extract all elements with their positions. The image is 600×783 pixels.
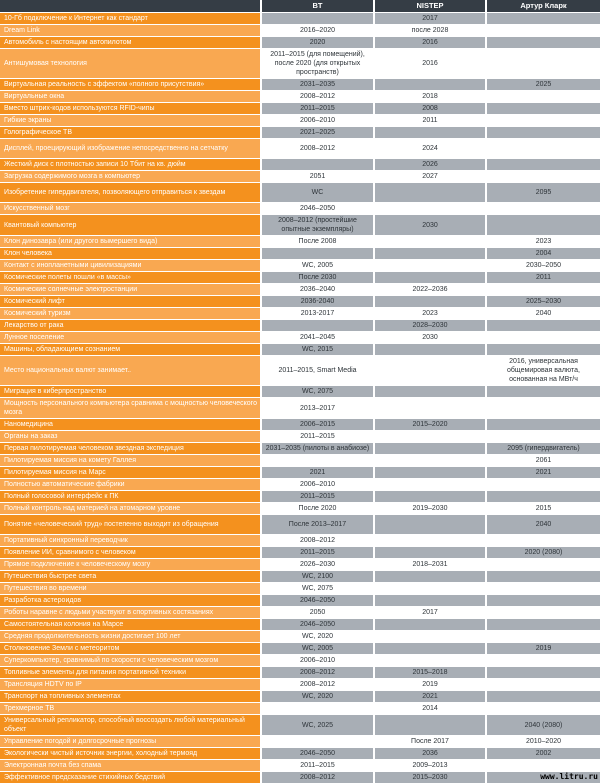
row-label: Мощность персонального компьютера сравнима с мощностью человеческого мозга xyxy=(0,398,260,418)
cell-nistep: 2019–2030 xyxy=(375,503,485,514)
cell-bt: 2046–2050 xyxy=(262,748,373,759)
column-header-bt: BT xyxy=(262,0,373,12)
cell-clarke xyxy=(487,703,600,714)
cell-nistep xyxy=(375,619,485,630)
row-label: Виртуальные окна xyxy=(0,91,260,102)
cell-nistep: 2024 xyxy=(375,139,485,158)
table-row xyxy=(0,431,600,442)
table-row xyxy=(0,691,600,702)
cell-bt: 2006–2010 xyxy=(262,655,373,666)
cell-nistep: 2017 xyxy=(375,607,485,618)
cell-nistep xyxy=(375,455,485,466)
row-label: Транспорт на топливных элементах xyxy=(0,691,260,702)
cell-nistep: после 2028 xyxy=(375,25,485,36)
cell-bt: 2031–2035 (пилоты в анабиозе) xyxy=(262,443,373,454)
row-label: Прямое подключение к человеческому мозгу xyxy=(0,559,260,570)
cell-clarke xyxy=(487,37,600,48)
cell-bt: После 2013–2017 xyxy=(262,515,373,534)
cell-nistep xyxy=(375,386,485,397)
cell-bt: 2016–2020 xyxy=(262,25,373,36)
cell-nistep xyxy=(375,535,485,546)
row-label: Путешествия быстрее света xyxy=(0,571,260,582)
cell-bt: 2011–2015 xyxy=(262,547,373,558)
cell-clarke: 2040 (2080) xyxy=(487,715,600,735)
cell-clarke xyxy=(487,595,600,606)
table-row xyxy=(0,398,600,418)
cell-nistep xyxy=(375,127,485,138)
row-label: Экологически чистый источник энергии, холодный термояд xyxy=(0,748,260,759)
table-row xyxy=(0,79,600,90)
table-row xyxy=(0,171,600,182)
cell-clarke: 2025–2030 xyxy=(487,296,600,307)
table-row xyxy=(0,103,600,114)
cell-clarke xyxy=(487,103,600,114)
cell-nistep xyxy=(375,203,485,214)
cell-nistep xyxy=(375,183,485,202)
row-label: Гибкие экраны xyxy=(0,115,260,126)
table-row xyxy=(0,344,600,355)
cell-bt: 2020 xyxy=(262,37,373,48)
row-label: Полный голосовой интерфейс к ПК xyxy=(0,491,260,502)
cell-bt: 2008–2012 xyxy=(262,535,373,546)
row-label: Клон человека xyxy=(0,248,260,259)
table-row xyxy=(0,49,600,78)
cell-clarke: 2023 xyxy=(487,236,600,247)
table-row xyxy=(0,515,600,534)
row-label: Первая пилотируемая человеком звездная экспедиция xyxy=(0,443,260,454)
cell-nistep: После 2017 xyxy=(375,736,485,747)
cell-bt xyxy=(262,159,373,170)
row-label: Топливные элементы для питания портативной техники xyxy=(0,667,260,678)
row-label: Контакт с инопланетными цивилизациями xyxy=(0,260,260,271)
table-row xyxy=(0,356,600,385)
cell-bt: 2026–2030 xyxy=(262,559,373,570)
cell-nistep xyxy=(375,79,485,90)
cell-clarke xyxy=(487,619,600,630)
table-row xyxy=(0,455,600,466)
row-label: Изобретение гипердвигателя, позволяющего отправиться к звездам xyxy=(0,183,260,202)
cell-nistep: 2015–2020 xyxy=(375,419,485,430)
cell-clarke xyxy=(487,667,600,678)
table-row xyxy=(0,607,600,618)
corner-header-cell xyxy=(0,0,260,12)
table-row xyxy=(0,139,600,158)
row-label: Вместо штрих-кодов используются RFID-чипы xyxy=(0,103,260,114)
row-label: Наномедицина xyxy=(0,419,260,430)
cell-nistep: 2027 xyxy=(375,171,485,182)
table-body xyxy=(0,13,600,783)
table-row xyxy=(0,284,600,295)
cell-clarke xyxy=(487,479,600,490)
cell-clarke xyxy=(487,344,600,355)
cell-nistep xyxy=(375,443,485,454)
row-label: Автомобиль с настоящим автопилотом xyxy=(0,37,260,48)
table-row xyxy=(0,320,600,331)
table-row xyxy=(0,631,600,642)
table-row xyxy=(0,571,600,582)
cell-nistep xyxy=(375,515,485,534)
table-row xyxy=(0,715,600,735)
cell-nistep: 2019 xyxy=(375,679,485,690)
table-row xyxy=(0,736,600,747)
cell-clarke: 2010–2020 xyxy=(487,736,600,747)
table-row xyxy=(0,332,600,343)
table-row xyxy=(0,643,600,654)
cell-clarke xyxy=(487,25,600,36)
cell-nistep: 2036 xyxy=(375,748,485,759)
cell-nistep xyxy=(375,547,485,558)
row-label: Полный контроль над материей на атомарном уровне xyxy=(0,503,260,514)
cell-nistep xyxy=(375,491,485,502)
cell-nistep: 2009–2013 xyxy=(375,760,485,771)
cell-nistep xyxy=(375,583,485,594)
cell-clarke xyxy=(487,491,600,502)
table-row xyxy=(0,655,600,666)
cell-clarke xyxy=(487,49,600,78)
row-label: Клон динозавра (или другого вымершего вида) xyxy=(0,236,260,247)
row-label: Полностью автоматические фабрики xyxy=(0,479,260,490)
cell-clarke xyxy=(487,159,600,170)
row-label: Dream Link xyxy=(0,25,260,36)
cell-bt: 2021–2025 xyxy=(262,127,373,138)
cell-bt: 2041–2045 xyxy=(262,332,373,343)
cell-bt: 2021 xyxy=(262,467,373,478)
row-label: Космический лифт xyxy=(0,296,260,307)
cell-bt: 2006–2015 xyxy=(262,419,373,430)
cell-nistep xyxy=(375,467,485,478)
cell-nistep: 2026 xyxy=(375,159,485,170)
cell-clarke: 2040 xyxy=(487,308,600,319)
cell-clarke: 2095 xyxy=(487,183,600,202)
cell-nistep: 2018–2031 xyxy=(375,559,485,570)
table-row xyxy=(0,296,600,307)
cell-bt: 2008–2012 xyxy=(262,679,373,690)
row-label: Эффективное предсказание стихийных бедствий xyxy=(0,772,260,783)
cell-bt: 2013–2017 xyxy=(262,398,373,418)
row-label: Электронная почта без спама xyxy=(0,760,260,771)
row-label: Понятие «человеческий труд» постепенно выходит из обращения xyxy=(0,515,260,534)
cell-clarke xyxy=(487,431,600,442)
cell-clarke xyxy=(487,583,600,594)
row-label: Загрузка содержимого мозга в компьютер xyxy=(0,171,260,182)
cell-clarke: 2015 xyxy=(487,503,600,514)
row-label: Космический туризм xyxy=(0,308,260,319)
cell-bt: 2036-2040 xyxy=(262,296,373,307)
table-row xyxy=(0,748,600,759)
table-row xyxy=(0,308,600,319)
cell-bt: WC, 2100 xyxy=(262,571,373,582)
row-label: Путешествия во времени xyxy=(0,583,260,594)
cell-bt: 2008–2012 (простейшие опытные экземпляры) xyxy=(262,215,373,235)
cell-clarke xyxy=(487,91,600,102)
cell-nistep: 2016 xyxy=(375,49,485,78)
cell-nistep xyxy=(375,571,485,582)
cell-bt: WC, 2005 xyxy=(262,260,373,271)
cell-clarke xyxy=(487,13,600,24)
cell-bt: 2031–2035 xyxy=(262,79,373,90)
cell-nistep: 2018 xyxy=(375,91,485,102)
table-row xyxy=(0,37,600,48)
table-row xyxy=(0,203,600,214)
cell-bt: После 2020 xyxy=(262,503,373,514)
cell-nistep: 2014 xyxy=(375,703,485,714)
cell-clarke: 2021 xyxy=(487,467,600,478)
cell-nistep xyxy=(375,236,485,247)
cell-clarke xyxy=(487,398,600,418)
cell-bt: 2046–2050 xyxy=(262,203,373,214)
table-row xyxy=(0,559,600,570)
row-label: Пилотируемая миссия на комету Галлея xyxy=(0,455,260,466)
row-label: Голографическое ТВ xyxy=(0,127,260,138)
cell-bt: WC xyxy=(262,183,373,202)
cell-clarke xyxy=(487,215,600,235)
cell-nistep: 2008 xyxy=(375,103,485,114)
row-label: Лекарство от рака xyxy=(0,320,260,331)
cell-bt: 2050 xyxy=(262,607,373,618)
table-row xyxy=(0,386,600,397)
cell-bt: WC, 2075 xyxy=(262,386,373,397)
watermark: www.litru.ru xyxy=(540,772,598,781)
cell-clarke: 2095 (гипердвигатель) xyxy=(487,443,600,454)
cell-bt: После 2008 xyxy=(262,236,373,247)
cell-bt: 2011–2015 (для помещений), после 2020 (для открытых пространств) xyxy=(262,49,373,78)
cell-clarke: 2030–2050 xyxy=(487,260,600,271)
table-row xyxy=(0,547,600,558)
row-label: Лунное поселение xyxy=(0,332,260,343)
row-label: Разработка астероидов xyxy=(0,595,260,606)
table-row xyxy=(0,760,600,771)
row-label: Трехмерное ТВ xyxy=(0,703,260,714)
table-header-row xyxy=(0,0,600,12)
cell-clarke xyxy=(487,171,600,182)
row-label: Трансляция HDTV по IP xyxy=(0,679,260,690)
cell-bt: 2011–2015 xyxy=(262,491,373,502)
table-row xyxy=(0,479,600,490)
table-row xyxy=(0,236,600,247)
cell-clarke xyxy=(487,760,600,771)
table-row xyxy=(0,772,600,783)
cell-clarke xyxy=(487,571,600,582)
cell-bt xyxy=(262,248,373,259)
cell-nistep xyxy=(375,643,485,654)
table-row xyxy=(0,443,600,454)
table-row xyxy=(0,25,600,36)
table-row xyxy=(0,703,600,714)
cell-bt xyxy=(262,13,373,24)
cell-bt: 2006–2010 xyxy=(262,479,373,490)
row-label: Миграция в киберпространство xyxy=(0,386,260,397)
cell-clarke xyxy=(487,607,600,618)
table-row xyxy=(0,583,600,594)
row-label: Универсальный репликатор, способный воссоздать любой материальный объект xyxy=(0,715,260,735)
table-row xyxy=(0,215,600,235)
cell-nistep xyxy=(375,344,485,355)
table-row xyxy=(0,491,600,502)
cell-clarke: 2061 xyxy=(487,455,600,466)
cell-bt: WC, 2025 xyxy=(262,715,373,735)
row-label: Суперкомпьютер, сравнимый по скорости с человеческим мозгом xyxy=(0,655,260,666)
table-row xyxy=(0,535,600,546)
cell-nistep xyxy=(375,431,485,442)
column-header-nistep: NISTEP xyxy=(375,0,485,12)
cell-clarke xyxy=(487,419,600,430)
cell-nistep xyxy=(375,655,485,666)
cell-clarke xyxy=(487,127,600,138)
row-label: Портативный синхронный переводчик xyxy=(0,535,260,546)
cell-clarke xyxy=(487,631,600,642)
cell-nistep xyxy=(375,296,485,307)
cell-clarke: 2040 xyxy=(487,515,600,534)
row-label: Машины, обладающием сознанием xyxy=(0,344,260,355)
cell-nistep: 2015–2018 xyxy=(375,667,485,678)
cell-clarke xyxy=(487,115,600,126)
table-row xyxy=(0,115,600,126)
cell-bt: WC, 2015 xyxy=(262,344,373,355)
table-row xyxy=(0,619,600,630)
cell-bt xyxy=(262,455,373,466)
table-row xyxy=(0,272,600,283)
table-row xyxy=(0,13,600,24)
cell-clarke xyxy=(487,284,600,295)
cell-clarke xyxy=(487,679,600,690)
table-row xyxy=(0,667,600,678)
cell-nistep: 2028–2030 xyxy=(375,320,485,331)
cell-bt xyxy=(262,736,373,747)
cell-bt: 2036–2040 xyxy=(262,284,373,295)
cell-bt: 2008–2012 xyxy=(262,139,373,158)
cell-clarke xyxy=(487,139,600,158)
cell-nistep xyxy=(375,595,485,606)
cell-nistep xyxy=(375,248,485,259)
cell-nistep: 2022–2036 xyxy=(375,284,485,295)
table-row xyxy=(0,467,600,478)
cell-clarke: 2011 xyxy=(487,272,600,283)
cell-nistep: 2016 xyxy=(375,37,485,48)
table-row xyxy=(0,91,600,102)
table-row xyxy=(0,127,600,138)
cell-clarke xyxy=(487,691,600,702)
row-label: Самостоятельная колония на Марсе xyxy=(0,619,260,630)
cell-bt: WC, 2020 xyxy=(262,691,373,702)
cell-nistep xyxy=(375,479,485,490)
cell-clarke xyxy=(487,655,600,666)
cell-nistep: 2017 xyxy=(375,13,485,24)
cell-clarke xyxy=(487,386,600,397)
cell-clarke xyxy=(487,332,600,343)
cell-bt: 2051 xyxy=(262,171,373,182)
table-row xyxy=(0,503,600,514)
table-row xyxy=(0,183,600,202)
cell-clarke: 2020 (2080) xyxy=(487,547,600,558)
cell-bt: 2011–2015 xyxy=(262,103,373,114)
cell-clarke: 2002 xyxy=(487,748,600,759)
cell-nistep xyxy=(375,272,485,283)
row-label: Средняя продолжительность жизни достигает 100 лет xyxy=(0,631,260,642)
row-label: Органы на заказ xyxy=(0,431,260,442)
cell-nistep: 2015–2030 xyxy=(375,772,485,783)
cell-bt: 2008–2012 xyxy=(262,667,373,678)
table-row xyxy=(0,419,600,430)
cell-bt: 2011–2015, Smart Media xyxy=(262,356,373,385)
cell-nistep: 2011 xyxy=(375,115,485,126)
row-label: Появление ИИ, сравнимого с человеком xyxy=(0,547,260,558)
cell-nistep: 2021 xyxy=(375,691,485,702)
table-row xyxy=(0,248,600,259)
cell-bt: 2008–2012 xyxy=(262,91,373,102)
row-label: Столкновение Земли с метеоритом xyxy=(0,643,260,654)
cell-nistep xyxy=(375,356,485,385)
cell-bt xyxy=(262,320,373,331)
cell-bt: 2008–2012 xyxy=(262,772,373,783)
cell-bt: WC, 2075 xyxy=(262,583,373,594)
cell-clarke xyxy=(487,320,600,331)
row-label: Антишумовая технология xyxy=(0,49,260,78)
cell-nistep xyxy=(375,715,485,735)
cell-bt: 2011–2015 xyxy=(262,431,373,442)
row-label: Искусственный мозг xyxy=(0,203,260,214)
column-header-clarke: Артур Кларк xyxy=(487,0,600,12)
cell-bt: WC, 2005 xyxy=(262,643,373,654)
row-label: 10-Гб подключение к Интернет как стандарт xyxy=(0,13,260,24)
cell-clarke: 2025 xyxy=(487,79,600,90)
row-label: Роботы наравне с людьми участвуют в спортивных состязаниях xyxy=(0,607,260,618)
row-label: Космические солнечные электростанции xyxy=(0,284,260,295)
cell-nistep xyxy=(375,260,485,271)
cell-clarke xyxy=(487,535,600,546)
row-label: Космические полеты пошли «в массы» xyxy=(0,272,260,283)
table-row xyxy=(0,260,600,271)
cell-nistep: 2023 xyxy=(375,308,485,319)
cell-bt: WC, 2020 xyxy=(262,631,373,642)
row-label: Дисплей, проецирующий изображение непосредственно на сетчатку xyxy=(0,139,260,158)
cell-bt: 2006–2010 xyxy=(262,115,373,126)
cell-nistep: 2030 xyxy=(375,332,485,343)
cell-bt: 2046–2050 xyxy=(262,619,373,630)
cell-clarke xyxy=(487,559,600,570)
row-label: Жесткий диск с плотностью записи 10 Тбит на кв. дюйм xyxy=(0,159,260,170)
cell-clarke: 2004 xyxy=(487,248,600,259)
row-label: Управление погодой и долгосрочные прогнозы xyxy=(0,736,260,747)
cell-nistep: 2030 xyxy=(375,215,485,235)
cell-clarke xyxy=(487,203,600,214)
cell-clarke: 2016, универсальная общемировая валюта, основанная на МВт/ч xyxy=(487,356,600,385)
cell-nistep xyxy=(375,398,485,418)
table-row xyxy=(0,679,600,690)
cell-clarke: 2019 xyxy=(487,643,600,654)
row-label: Пилотируемая миссия на Марс xyxy=(0,467,260,478)
table-row xyxy=(0,595,600,606)
row-label: Место национальных валют занимает.. xyxy=(0,356,260,385)
row-label: Виртуальная реальность с эффектом «полного присутствия» xyxy=(0,79,260,90)
cell-bt: 2046–2050 xyxy=(262,595,373,606)
cell-bt: После 2030 xyxy=(262,272,373,283)
table-row xyxy=(0,159,600,170)
cell-nistep xyxy=(375,631,485,642)
cell-bt: 2011–2015 xyxy=(262,760,373,771)
cell-bt xyxy=(262,703,373,714)
row-label: Квантовый компьютер xyxy=(0,215,260,235)
cell-bt: 2013-2017 xyxy=(262,308,373,319)
